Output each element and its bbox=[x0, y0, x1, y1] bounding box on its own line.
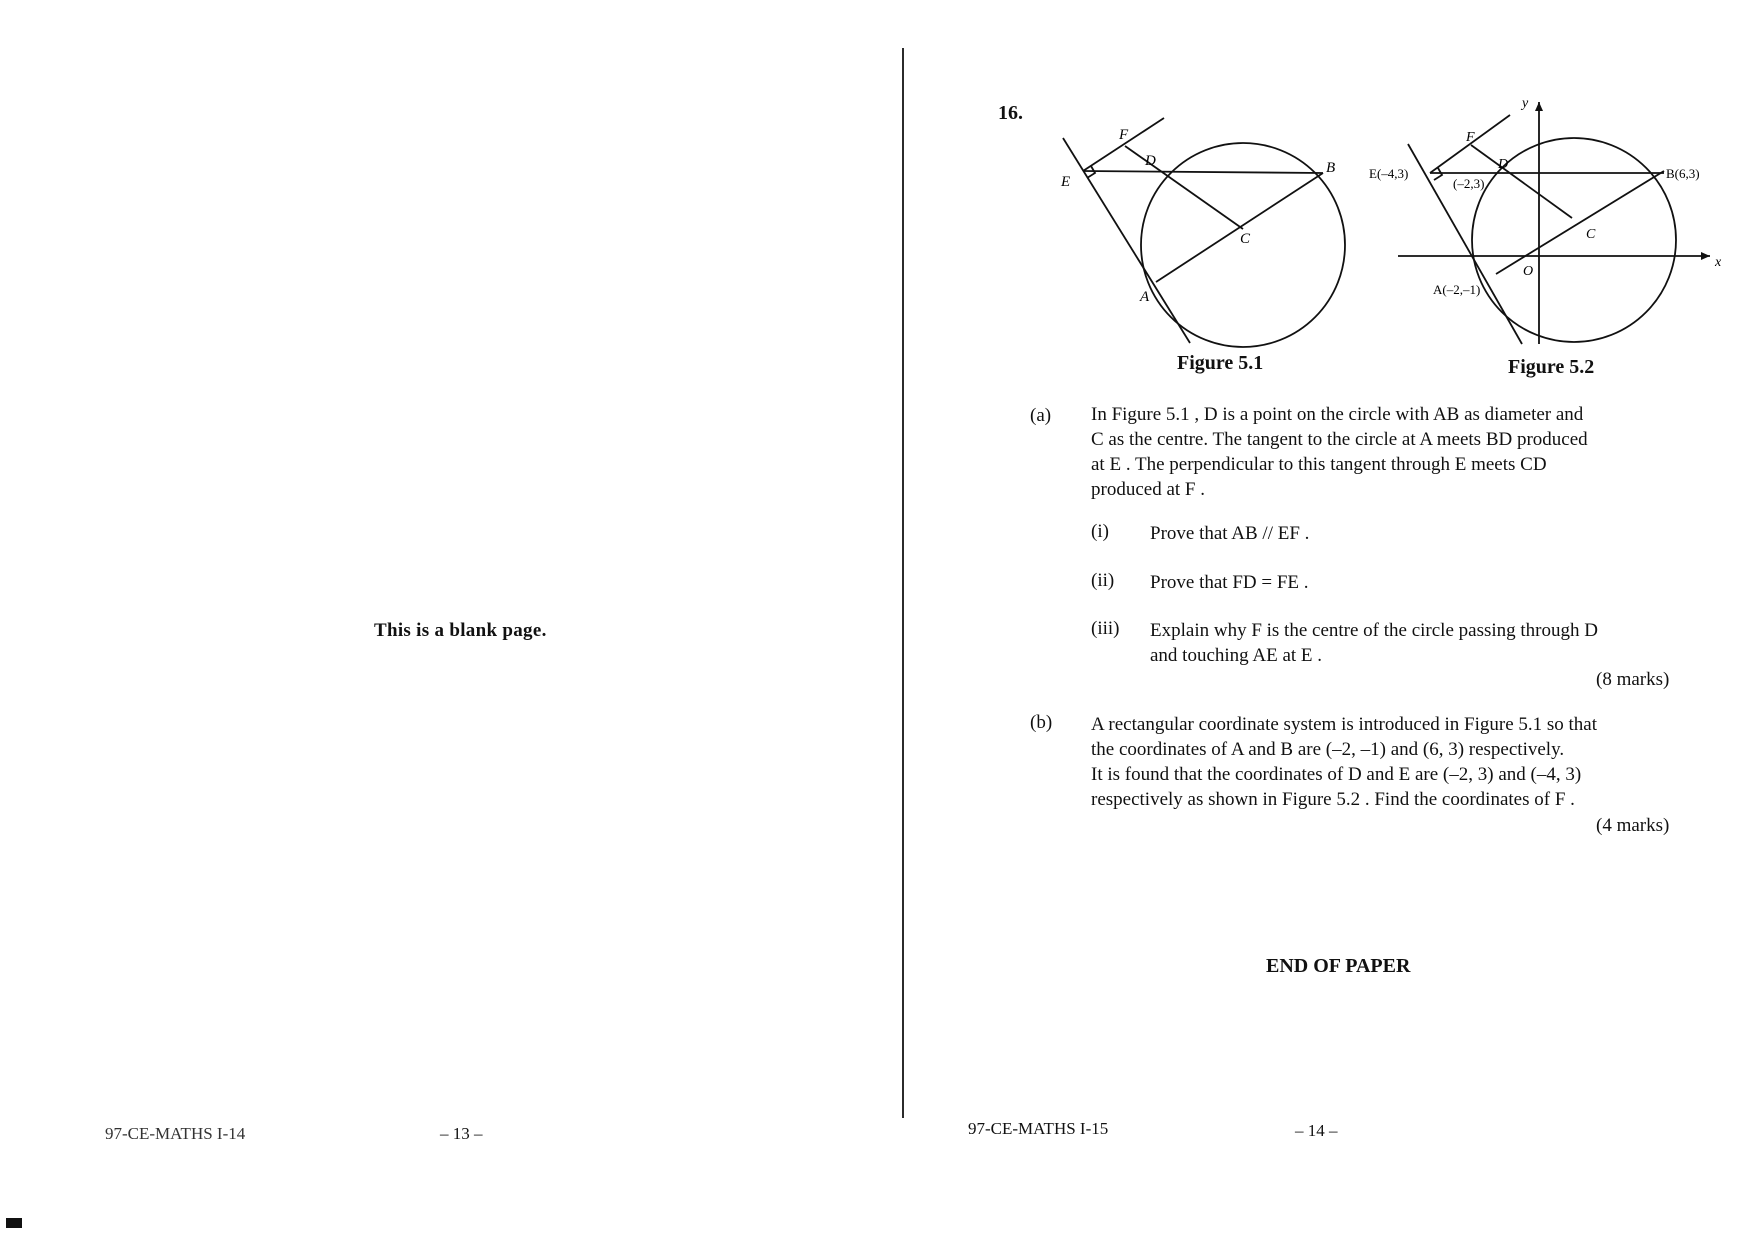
part-a-line-2: C as the centre. The tangent to the circle at A meets BD produced bbox=[1091, 429, 1588, 450]
subpart-ii-label: (ii) bbox=[1091, 570, 1115, 591]
part-b-marks: (4 marks) bbox=[1596, 815, 1670, 836]
part-a-label: (a) bbox=[1030, 405, 1052, 426]
part-b-line-1: A rectangular coordinate system is introduced in Figure 5.1 so that bbox=[1091, 714, 1598, 735]
fig2-label-f: F bbox=[1466, 130, 1475, 145]
part-b-line-2: the coordinates of A and B are (–2, –1) and (6, 3) respectively. bbox=[1091, 739, 1565, 760]
part-b-text bbox=[1091, 712, 1716, 812]
left-footer-code: 97-CE-MATHS I-14 bbox=[105, 1124, 246, 1143]
fig2-label-b: B(6,3) bbox=[1666, 166, 1700, 181]
fig1-line-fc bbox=[1125, 146, 1243, 229]
subpart-iii-label: (iii) bbox=[1091, 618, 1120, 639]
right-page-number: – 14 – bbox=[1295, 1121, 1338, 1140]
fig2-label-e: E(–4,3) bbox=[1369, 166, 1409, 181]
scan-mark bbox=[6, 1218, 22, 1228]
right-footer-code: 97-CE-MATHS I-15 bbox=[968, 1119, 1109, 1138]
subpart-iii-text bbox=[1150, 618, 1730, 668]
part-a-text bbox=[1091, 402, 1716, 502]
fig1-label-a: A bbox=[1140, 289, 1150, 305]
part-a-line-4: produced at F . bbox=[1091, 479, 1205, 500]
part-a-line-3: at E . The perpendicular to this tangent through E meets CD bbox=[1091, 454, 1547, 475]
fig2-label-y: y bbox=[1522, 96, 1529, 111]
fig1-label-c: C bbox=[1240, 231, 1251, 247]
part-a-marks: (8 marks) bbox=[1596, 669, 1670, 690]
fig2-line-ab bbox=[1496, 171, 1664, 274]
subpart-i-text bbox=[1150, 521, 1730, 546]
fig2-label-a: A(–2,–1) bbox=[1433, 282, 1481, 297]
subpart-i-line-1: Prove that AB // EF . bbox=[1150, 523, 1310, 544]
fig2-tangent-line bbox=[1408, 144, 1522, 344]
part-b-label: (b) bbox=[1030, 712, 1053, 733]
part-a-line-1: In Figure 5.1 , D is a point on the circle with AB as diameter and bbox=[1091, 404, 1584, 425]
subpart-ii-text bbox=[1150, 570, 1730, 595]
fig1-label-f: F bbox=[1119, 127, 1129, 143]
fig2-label-x: x bbox=[1715, 255, 1722, 270]
fig1-label-b: B bbox=[1326, 160, 1336, 176]
subpart-i-label: (i) bbox=[1091, 521, 1109, 542]
subpart-iii-line-1: Explain why F is the centre of the circle passing through D bbox=[1150, 620, 1598, 641]
fig1-label-d: D bbox=[1145, 153, 1156, 169]
fig1-label-e: E bbox=[1061, 174, 1071, 190]
figure-5-1 bbox=[1040, 110, 1360, 350]
fig2-label-d-coord: (–2,3) bbox=[1453, 176, 1485, 191]
subpart-iii-line-2: and touching AE at E . bbox=[1150, 645, 1323, 666]
figure-5-2-caption: Figure 5.2 bbox=[1508, 356, 1595, 378]
blank-page-note: This is a blank page. bbox=[374, 620, 547, 641]
fig2-y-arrow bbox=[1535, 102, 1543, 111]
fig2-x-arrow bbox=[1701, 252, 1710, 260]
part-b-line-3: It is found that the coordinates of D and E are (–2, 3) and (–4, 3) bbox=[1091, 764, 1582, 785]
figure-5-1-caption: Figure 5.1 bbox=[1177, 352, 1264, 374]
question-number: 16. bbox=[998, 102, 1023, 124]
figure-5-2 bbox=[1368, 96, 1728, 354]
fig2-label-o: O bbox=[1523, 264, 1534, 279]
end-of-paper: END OF PAPER bbox=[1266, 955, 1411, 977]
left-page-number: – 13 – bbox=[440, 1124, 483, 1143]
page-divider bbox=[902, 48, 904, 1118]
fig2-label-d: D bbox=[1498, 157, 1509, 172]
subpart-ii-line-1: Prove that FD = FE . bbox=[1150, 572, 1309, 593]
fig2-line-fc bbox=[1471, 145, 1572, 218]
fig2-label-c: C bbox=[1586, 227, 1596, 242]
part-b-line-4: respectively as shown in Figure 5.2 . Find the coordinates of F . bbox=[1091, 789, 1575, 810]
fig1-line-eb bbox=[1083, 171, 1323, 173]
fig1-tangent-line bbox=[1063, 138, 1190, 343]
